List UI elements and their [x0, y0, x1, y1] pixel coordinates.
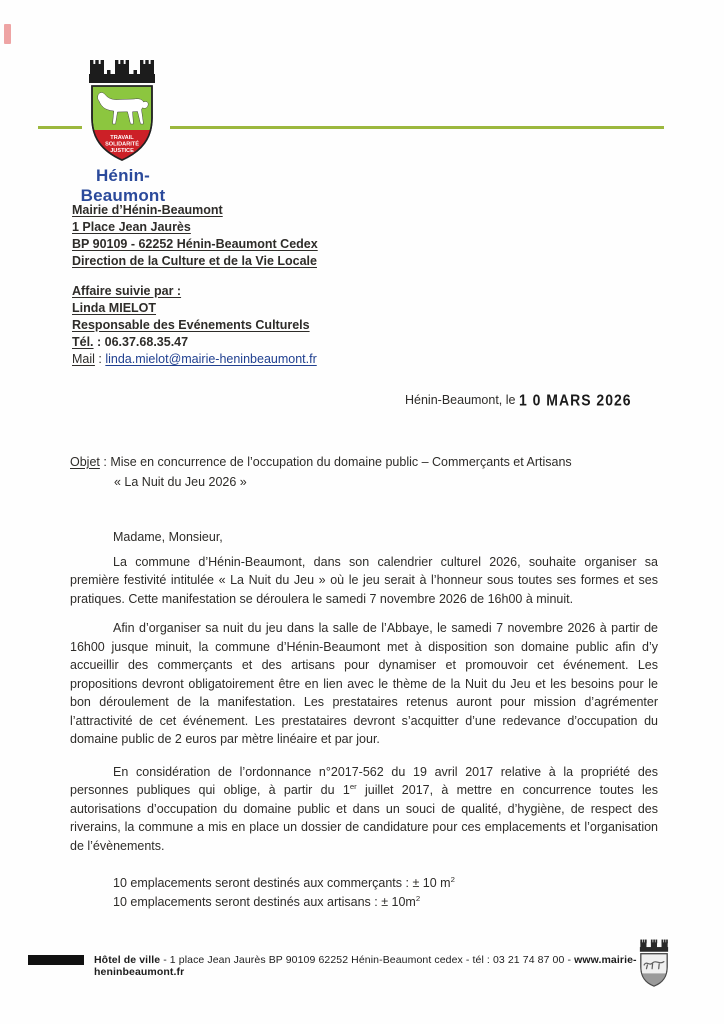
footer-turrets-icon [640, 940, 668, 952]
contact-block [72, 283, 317, 368]
subject-line-1 [70, 452, 572, 472]
contact-heading: Affaire suivie par : [72, 284, 182, 298]
letterhead-rule-left [38, 126, 82, 129]
mail-label: Mail [72, 352, 95, 366]
paragraph-3-superscript: er [349, 781, 357, 791]
dateline-place: Hénin-Beaumont, le [405, 393, 519, 407]
letter-body [70, 528, 658, 911]
sender-line-1: Mairie d’Hénin-Beaumont [72, 203, 223, 217]
subject-label: Objet [70, 455, 100, 469]
subject-text: Mise en concurrence de l’occupation du domaine public – Commerçants et Artisans [110, 455, 572, 469]
castle-turrets-icon [89, 60, 155, 83]
motto-line-2: SOLIDARITÉ [105, 141, 139, 148]
sender-address-block [72, 202, 318, 270]
dateline [405, 392, 632, 408]
subject-separator: : [99, 455, 111, 469]
letterhead-rule-right [170, 126, 664, 129]
body-paragraph-2: Afin d’organiser sa nuit du jeu dans la salle de l’Abbaye, le samedi 7 novembre 2026 à partir de 16h00 jusque minuit, la commune d’Hénin-Beaumont met à disposition son domaine public afin d’y accueillir des commerçants et des artisans pour dynamiser et promouvoir cet événement. Les propositions devront obligatoirement être en lien avec le thème de la Nuit du Jeu et les besoins pour le bon déroulement de la manifestation. Les prestataires retenus auront pour mission d’agrémenter l’attractivité de cet événement. Les prestataires devront s’acquitter d’une redevance d’occupation du domaine public de 2 euros par mètre linéaire et par jour. [70, 621, 658, 746]
sender-line-4: Direction de la Culture et de la Vie Locale [72, 254, 317, 268]
paragraph-3-text-b: juillet 2017, à mettre en concurrence toutes les autorisations d’occupation du domaine public et dans un souci de qualité, d’hygiène, de respect des riverains, la commune a mis en place un dossier de candidature pour ces emplacements et l’organisation de l’évènements. [70, 783, 658, 853]
footer-website: www.mairie-heninbeaumont.fr [94, 954, 637, 978]
sender-line-2: 1 Place Jean Jaurès [72, 220, 191, 234]
footer-address: - 1 place Jean Jaurès BP 90109 62252 Hénin-Beaumont cedex - tél : 03 21 74 87 00 - [160, 954, 575, 966]
allotment-sup-2: 2 [415, 893, 421, 903]
body-paragraph-1: La commune d’Hénin-Beaumont, dans son calendrier culturel 2026, souhaite organiser sa première festivité intitulée « La Nuit du Jeu » où le jeu serait à l’honneur sous toutes ses formes et ses pratiques. Cette manifestation se déroulera le samedi 7 novembre 2026 de 16h00 à minuit. [70, 554, 658, 606]
allotment-list [113, 874, 658, 911]
allotment-text-2: 10 emplacements seront destinés aux artisans : ± 10m [113, 894, 416, 909]
sender-line-3: BP 90109 - 62252 Hénin-Beaumont Cedex [72, 237, 318, 251]
contact-role: Responsable des Evénements Culturels [72, 318, 310, 332]
phone-label: Tél. [72, 335, 94, 349]
allotment-text-1: 10 emplacements seront destinés aux commerçants : ± 10 m [113, 876, 451, 890]
phone-number: : 06.37.68.35.47 [93, 335, 189, 349]
footer-accent-bar [28, 955, 84, 965]
contact-phone-line [72, 334, 317, 351]
motto-line-3: JUSTICE [110, 148, 134, 154]
allotment-line-commercants [113, 874, 658, 893]
mail-separator: : [94, 352, 106, 366]
city-coat-of-arms [86, 60, 158, 172]
city-name: Hénin-Beaumont [80, 166, 166, 205]
motto-line-1: TRAVAIL [110, 135, 134, 141]
allotment-sup-1: 2 [450, 874, 455, 884]
footer-coat-of-arms [638, 938, 670, 990]
subject-block [70, 452, 572, 492]
footer-text [94, 954, 639, 978]
date-stamp: 1 0 MARS 2026 [518, 391, 632, 409]
scan-artifact-mark [4, 24, 11, 44]
body-paragraph-3 [70, 763, 658, 856]
contact-name: Linda MIELOT [72, 301, 157, 315]
footer-venue: Hôtel de ville [94, 954, 161, 966]
email-link[interactable]: linda.mielot@mairie-heninbeaumont.fr [105, 352, 317, 366]
allotment-line-artisans [113, 893, 658, 912]
salutation: Madame, Monsieur, [113, 530, 223, 544]
contact-mail-line [72, 351, 317, 368]
paragraph-3-text-a: En considération de l’ordonnance n°2017-562 du 19 avril 2017 relative à la propriété des personnes publiques qui oblige, à partir du 1 [70, 764, 658, 797]
subject-line-2: « La Nuit du Jeu 2026 » [114, 475, 247, 489]
